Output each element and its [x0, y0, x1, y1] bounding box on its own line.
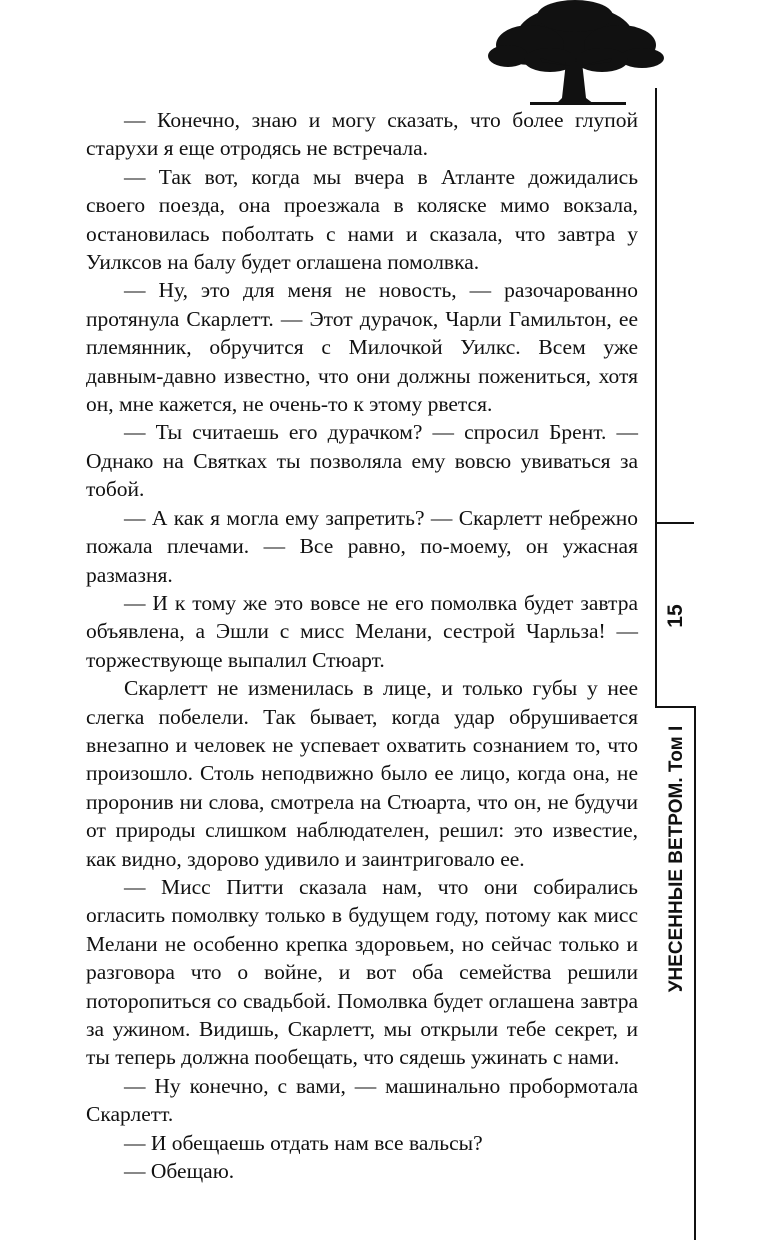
- page-number: 15: [664, 604, 687, 628]
- paragraph: — Конечно, знаю и могу сказать, что более глупой старухи я еще отродясь не встречала.: [86, 108, 638, 161]
- paragraph: — Ты считаешь его дурачком? — спросил Брент. — Однако на Святках ты позволяла ему вовсю увиваться за тобой.: [86, 420, 638, 502]
- paragraph: — Так вот, когда мы вчера в Атланте дожидались своего поезда, она проезжала в коляске мимо вокзала, остановилась поболтать с нами и сказала, что завтра у Уилксов на балу будет оглашена помолвка.: [86, 164, 638, 275]
- paragraph: — Обещаю.: [124, 1159, 235, 1184]
- paragraph: — Ну конечно, с вами, — машинально пробормотала Скарлетт.: [86, 1073, 638, 1127]
- running-title: УНЕСЕННЫЕ ВЕТРОМ. Том I: [666, 725, 687, 993]
- paragraph: — Мисс Питти сказала нам, что они собирались огласить помолвку только в будущем году, потому как мисс Мелани не особенно крепка здоровьем, но сейчас только и разговора что о войне, и вот оба семейства решили поторопиться со свадьбой. Помолвка будет оглашена завтра за ужином. Видишь, Скарлетт, мы открыли тебе секрет, и ты теперь должна пообещать, что сядешь ужинать с нами.: [86, 874, 638, 1070]
- paragraph: Скарлетт не изменилась в лице, и только губы у нее слегка побелели. Так бывает, когда удар обрушивается внезапно и человек не успевает охватить сознанием то, что произошло. Столь неподвижно было ее лицо, когда она, не проронив ни слова, смотрела на Стюарта, что он, не будучи от природы слишком наблюдателен, решил: это известие, как видно, здорово удивило и заинтриговало ее.: [86, 676, 638, 871]
- page-rule-top: [655, 88, 657, 522]
- paragraph: — А как я могла ему запретить? — Скарлетт небрежно пожала плечами. — Все равно, по-моему, он ужасная размазня.: [86, 505, 638, 587]
- body-text: [86, 106, 638, 1185]
- page-rule-bottom: [694, 706, 696, 1240]
- paragraph: — Ну, это для меня не новость, — разочарованно протянула Скарлетт. — Этот дурачок, Чарли Гамильтон, ее племянник, обручится с Милочкой Уилкс. Всем уже давным-давно известно, что они должны пожениться, хотя он, мне кажется, не очень-то к этому рвется.: [86, 278, 638, 417]
- paragraph: — И к тому же это вовсе не его помолвка будет завтра объявлена, а Эшли с мисс Мелани, сестрой Чарльза! — торжествующе выпалил Стюарт.: [86, 590, 638, 672]
- paragraph: — И обещаешь отдать нам все вальсы?: [124, 1130, 483, 1155]
- tree-icon: [480, 0, 670, 108]
